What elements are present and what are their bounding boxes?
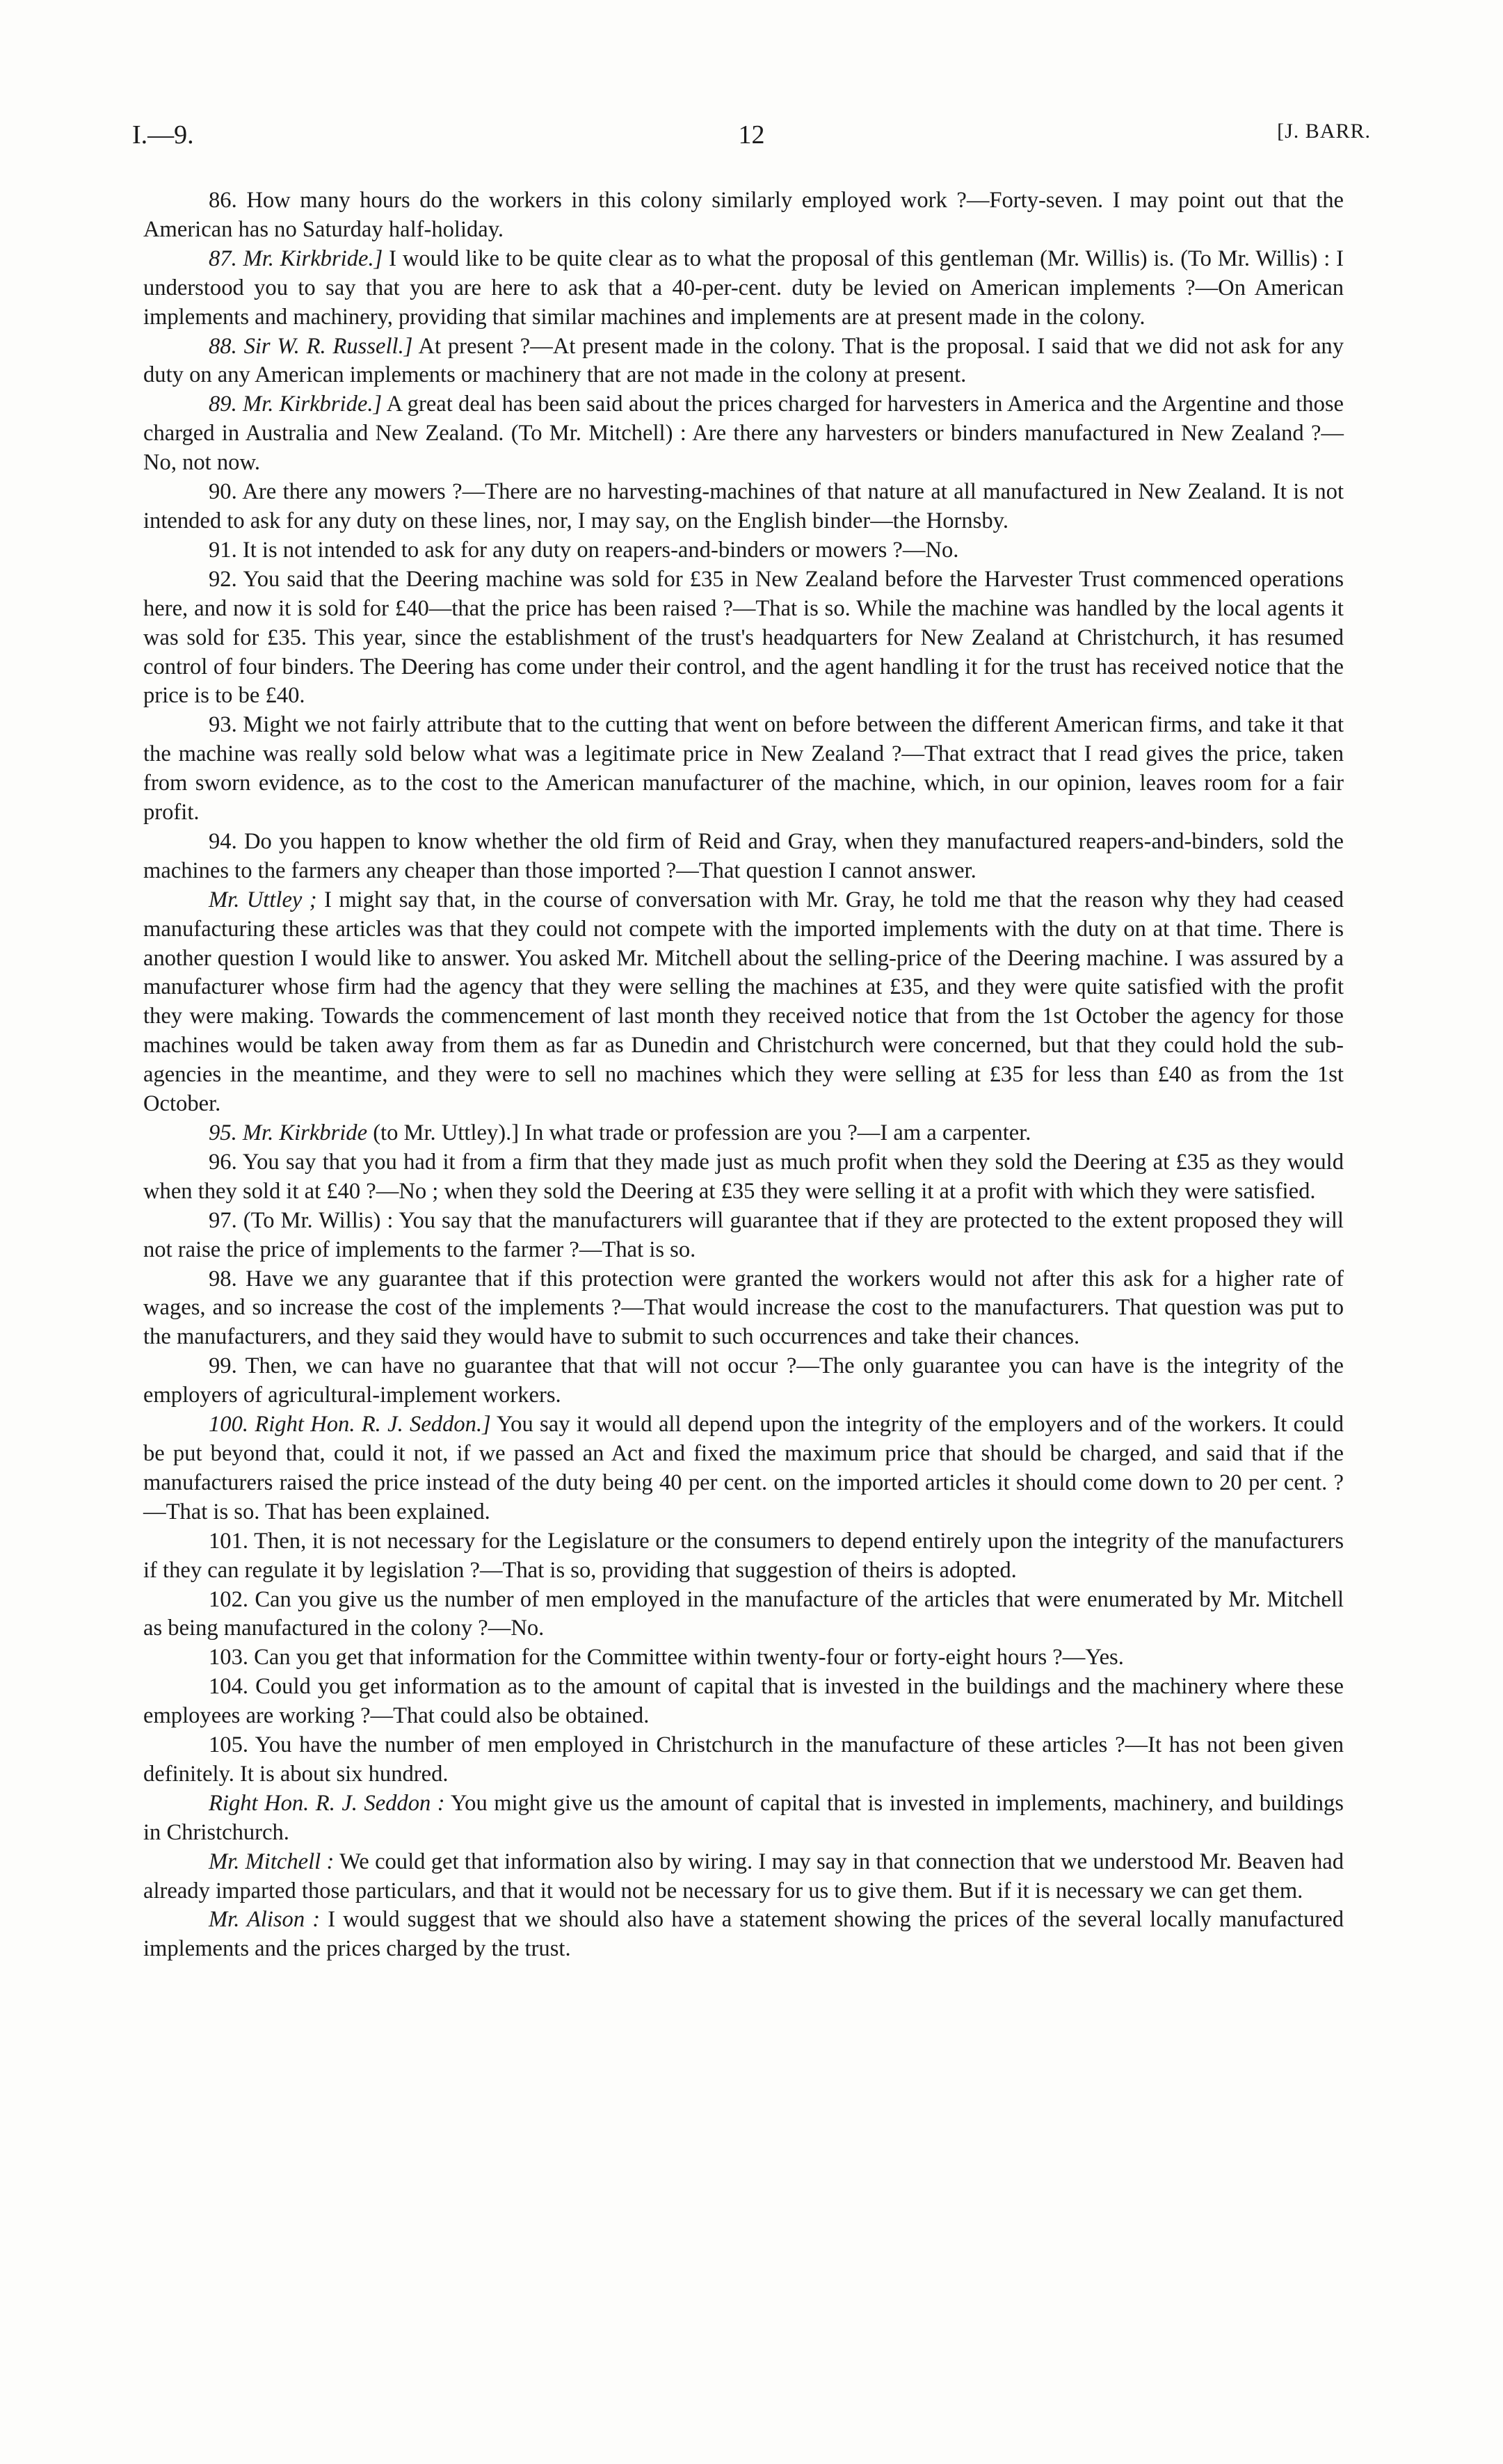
paragraph-text: 98. Have we any guarantee that if this protection were granted the workers would not after this ask for a higher rate of wages, and so increase the cost of the implements ?—That would increase the cost to the manufacturers. That question was put to the manufacturers, and they said they would have to submit to such occurrences and take their chances. [143,1266,1344,1350]
paragraph [143,1731,1344,1789]
paper-reference: I.—9. [132,120,194,150]
paragraph-text: (to Mr. Uttley).] In what trade or profession are you ?—I am a carpenter. [367,1120,1031,1145]
paragraph [143,1789,1344,1848]
paragraph-text: 90. Are there any mowers ?—There are no harvesting-machines of that nature at all manufactured in New Zealand. It is not intended to ask for any duty on these lines, nor, I may say, on the English binder—the Hornsby. [143,479,1344,533]
paragraph-text: 97. (To Mr. Willis) : You say that the manufacturers will guarantee that if they are protected to the extent proposed they will not raise the price of implements to the farmer ?—That is so. [143,1207,1344,1262]
paragraph [143,565,1344,711]
speaker-label: Mr. Mitchell : [209,1849,335,1874]
paragraph-text: You might give us the amount of capital that is invested in implements, machinery, and buildings in Christchurch. [143,1790,1344,1845]
speaker-label: 100. Right Hon. R. J. Seddon.] [209,1412,491,1438]
speaker-label: 89. Mr. Kirkbride.] [209,392,383,417]
paragraph [143,828,1344,886]
paragraph [143,711,1344,828]
paragraph-text: 104. Could you get information as to the amount of capital that is invested in the buildings and the machinery where these employees are working ?—That could also be obtained. [143,1674,1344,1729]
paragraph-text: You say it would all depend upon the integrity of the employers and of the workers. It could be put beyond that, could it not, if we passed an Act and fixed the maximum price that should be charged, and said that if the manufacturers raised the price instead of the duty being 40 per cent. on the imported articles it should come down to 20 per cent. ?—That is so. That has been explained. [143,1412,1344,1524]
paragraph-text: I might say that, in the course of conversation with Mr. Gray, he told me that the reason why they had ceased manufacturing these articles was that they could not compete with the imported implements with the duty on at that time. There is another question I would like to answer. You asked Mr. Mitchell about the selling-price of the Deering machine. I was assured by a manufacturer whose firm had the agency that they were selling the machines at £35, and they were quite satisfied with the profit they were making. Towards the commencement of last month they received notice that from the 1st October the agency for those machines would be taken away from them as far as Dunedin and Christchurch were concerned, but that they could hold the sub-agencies in the meantime, and they were to sell no machines which they were selling at £35 for less than £40 as from the 1st October. [143,887,1344,1117]
paragraph [143,390,1344,478]
paragraph-text: I would like to be quite clear as to what the proposal of this gentleman (Mr. Willis) is. (To Mr. Willis) : I understood you to say that you are here to ask that a 40-per-cent. duty be levied on American implements ?—On American implements and machinery, providing that similar machines and implements are at present made in the colony. [143,245,1344,330]
paragraph [143,478,1344,536]
paragraph [143,1527,1344,1586]
paragraph-text: 101. Then, it is not necessary for the Legislature or the consumers to depend entirely upon the integrity of the manufacturers if they can regulate it by legislation ?—That is so, providing that suggestion of theirs is adopted. [143,1528,1344,1583]
page-header [132,120,1371,161]
speaker-label: Mr. Uttley ; [209,887,317,912]
paragraph [143,1673,1344,1731]
page-number: 12 [738,120,765,150]
paragraph [143,1207,1344,1265]
speaker-label: Mr. Alison : [209,1907,321,1933]
witness-name: [J. BARR. [1277,120,1371,143]
paragraph [143,245,1344,332]
paragraph-text: 86. How many hours do the workers in this colony similarly employed work ?—Forty-seven. I may point out that the American has no Saturday half-holiday. [143,188,1344,242]
paragraph-text: 93. Might we not fairly attribute that to the cutting that went on before between the different American firms, and take it that the machine was really sold below what was a legitimate price in New Zealand ?—That extract that I read gives the price, taken from sworn evidence, as to the cost to the American manufacturer of the machine, which, in our opinion, leaves room for a fair profit. [143,712,1344,826]
paragraph-text: 99. Then, we can have no guarantee that that will not occur ?—The only guarantee you can have is the integrity of the employers of agricultural-implement workers. [143,1353,1344,1408]
paragraph-text: At present ?—At present made in the colony. That is the proposal. I said that we did not ask for any duty on any American implements or machinery that are not made in the colony at present. [143,333,1344,388]
paragraph [143,1265,1344,1353]
paragraph [143,1643,1344,1673]
paragraph [143,1148,1344,1207]
paragraph [143,1352,1344,1410]
paragraph-text: 91. It is not intended to ask for any duty on reapers-and-binders or mowers ?—No. [209,537,959,563]
paragraph-text: 105. You have the number of men employed in Christchurch in the manufacture of these articles ?—It has not been given definitely. It is about six hundred. [143,1732,1344,1787]
paragraph [143,1119,1344,1148]
speaker-label: 88. Sir W. R. Russell.] [209,333,413,359]
paragraph-text: 102. Can you give us the number of men employed in the manufacture of the articles that were enumerated by Mr. Mitchell as being manufactured in the colony ?—No. [143,1586,1344,1641]
paragraph-text: We could get that information also by wiring. I may say in that connection that we understood Mr. Beaven had already imparted those particulars, and that it would not be necessary for us to give them. But if it is necessary we can get them. [143,1849,1344,1903]
paragraph-text: 96. You say that you had it from a firm that they made just as much profit when they sold the Deering at £35 as they would when they sold it at £40 ?—No ; when they sold the Deering at £35 they were selling it at a profit with which they were satisfied. [143,1149,1344,1204]
paragraph [143,1848,1344,1906]
transcript-body [143,186,1344,1964]
paragraph-text: I would suggest that we should also have a statement showing the prices of the several locally manufactured implements and the prices charged by the trust. [143,1907,1344,1962]
paragraph [143,1410,1344,1527]
paragraph-text: 103. Can you get that information for the Committee within twenty-four or forty-eight hours ?—Yes. [209,1645,1124,1670]
paragraph [143,1586,1344,1644]
paragraph-text: 94. Do you happen to know whether the old firm of Reid and Gray, when they manufactured reapers-and-binders, sold the machines to the farmers any cheaper than those imported ?—That question I cannot answer. [143,828,1344,883]
paragraph [143,1906,1344,1964]
paragraph [143,536,1344,565]
speaker-label: 95. Mr. Kirkbride [209,1120,368,1145]
paragraph-text: 92. You said that the Deering machine was sold for £35 in New Zealand before the Harvester Trust commenced operations here, and now it is sold for £40—that the price has been raised ?—That is so. While the machine was handled by the local agents it was sold for £35. This year, since the establishment of the trust's headquarters for New Zealand at Christchurch, it has resumed control of four binders. The Deering has come under their control, and the agent handling it for the trust has received notice that the price is to be £40. [143,566,1344,709]
paragraph-text: A great deal has been said about the prices charged for harvesters in America and the Argentine and those charged in Australia and New Zealand. (To Mr. Mitchell) : Are there any harvesters or binders manufactured in New Zealand ?—No, not now. [143,392,1344,476]
paragraph [143,186,1344,245]
speaker-label: 87. Mr. Kirkbride.] [209,245,383,271]
paragraph [143,886,1344,1119]
speaker-label: Right Hon. R. J. Seddon : [209,1790,445,1816]
paragraph [143,332,1344,391]
